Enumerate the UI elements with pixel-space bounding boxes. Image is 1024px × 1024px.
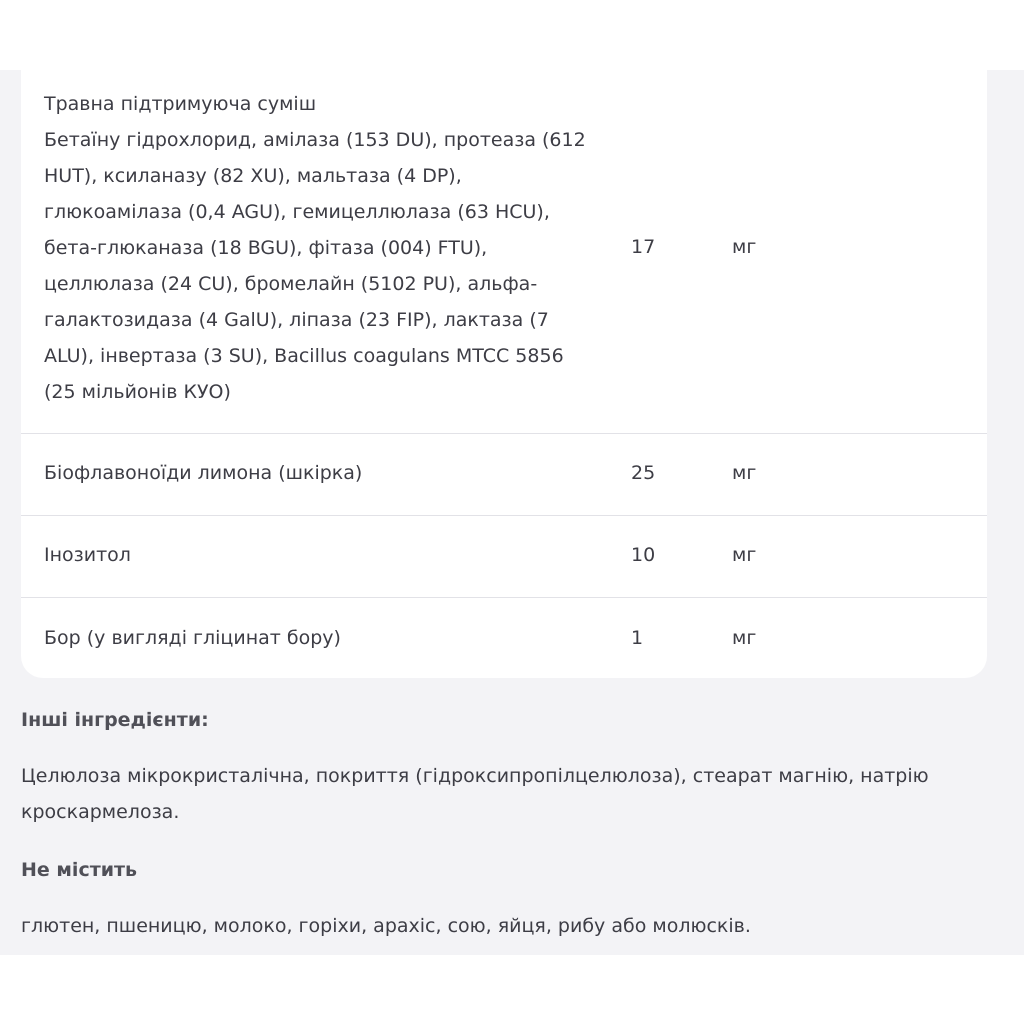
ingredient-unit: мг xyxy=(732,627,757,649)
ingredient-name-line: бета-глюканаза (18 BGU), фітаза (004) FTU), xyxy=(44,237,488,259)
ingredient-amount: 17 xyxy=(631,236,656,258)
table-row xyxy=(21,598,987,678)
does-not-contain-text: глютен, пшеницю, молоко, горіхи, арахіс, сою, яйця, рибу або молюсків. xyxy=(21,915,751,937)
ingredient-name: Інозитол xyxy=(44,544,131,566)
ingredient-amount: 25 xyxy=(631,462,656,484)
ingredient-unit: мг xyxy=(732,462,757,484)
ingredients-table xyxy=(21,70,987,678)
ingredient-name-line: галактозидаза (4 GalU), ліпаза (23 FIP), лактаза (7 xyxy=(44,309,549,331)
ingredient-name-line: ALU), інвертаза (3 SU), Bacillus coagulans MTCC 5856 xyxy=(44,345,564,367)
ingredient-name-line: целлюлаза (24 CU), бромелайн (5102 PU), альфа- xyxy=(44,273,538,295)
ingredient-name-line: Бетаїну гідрохлорид, амілаза (153 DU), протеаза (612 xyxy=(44,129,586,151)
ingredient-name-line: HUT), ксиланазу (82 XU), мальтаза (4 DP), xyxy=(44,165,462,187)
ingredient-name-line: Травна підтримуюча суміш xyxy=(44,93,317,115)
table-row xyxy=(21,434,987,516)
table-row xyxy=(21,70,987,434)
other-ingredients-line: Целюлоза мікрокристалічна, покриття (гідроксипропілцелюлоза), стеарат магнію, натрію xyxy=(21,765,929,787)
ingredient-name-line: глюкоамілаза (0,4 AGU), гемицеллюлаза (63 HCU), xyxy=(44,201,550,223)
ingredient-amount: 1 xyxy=(631,627,644,649)
ingredient-amount: 10 xyxy=(631,544,656,566)
does-not-contain-heading: Не містить xyxy=(21,859,138,881)
ingredient-unit: мг xyxy=(732,236,757,258)
ingredient-unit: мг xyxy=(732,544,757,566)
other-ingredients-line: кроскармелоза. xyxy=(21,801,180,823)
ingredient-name-line: (25 мільйонів КУО) xyxy=(44,381,231,403)
ingredient-name: Біофлавоноїди лимона (шкірка) xyxy=(44,462,363,484)
ingredient-name: Бор (у вигляді гліцинат бору) xyxy=(44,627,341,649)
other-ingredients-heading: Інші інгредієнти: xyxy=(21,709,209,731)
other-ingredients-text xyxy=(21,758,981,830)
table-row xyxy=(21,516,987,598)
ingredient-name xyxy=(44,86,604,410)
